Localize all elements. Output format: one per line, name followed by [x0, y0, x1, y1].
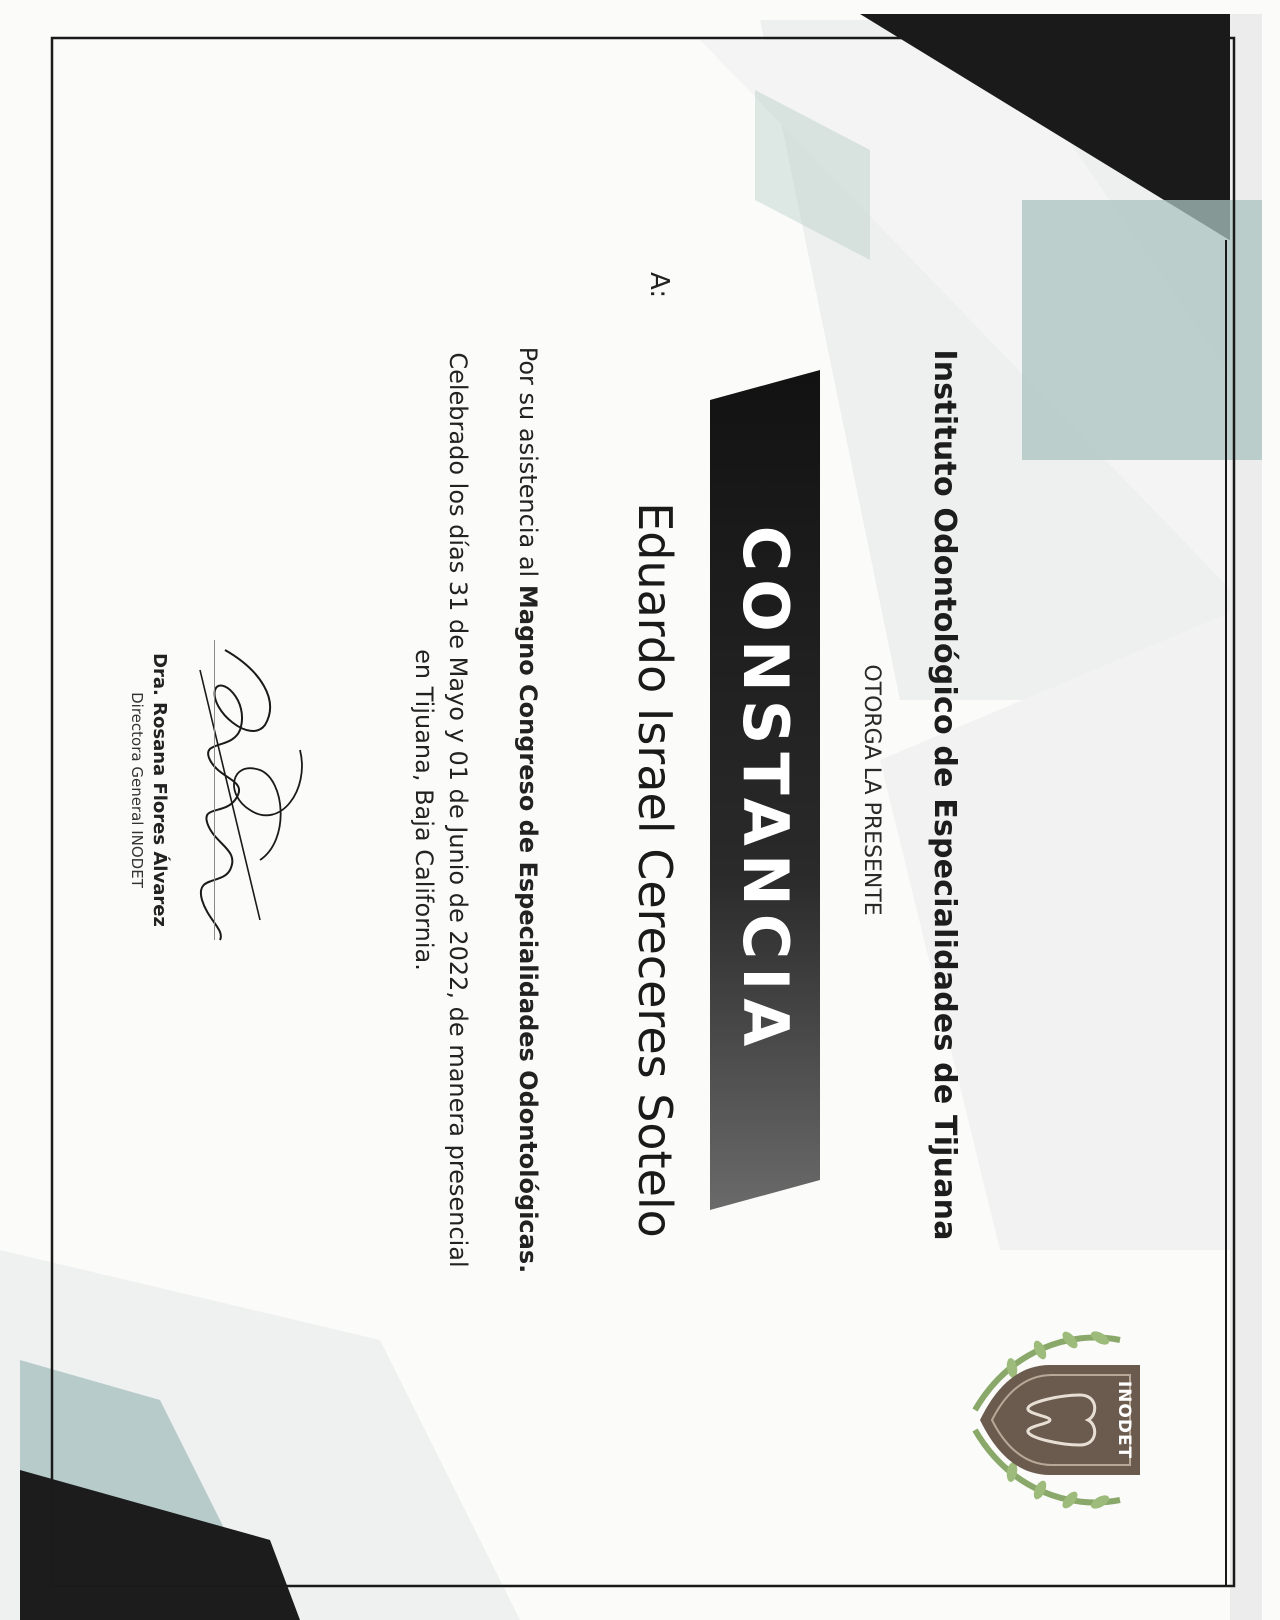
- attendance-line: [514, 160, 542, 1460]
- signer-name: Dra. Rosana Flores Álvarez: [149, 653, 170, 927]
- event-name: Magno Congreso de Especialidades Odontológicas.: [514, 584, 542, 1274]
- logo-text: INODET: [1114, 1380, 1134, 1460]
- event-location-line: en Tijuana, Baja California.: [410, 649, 438, 971]
- institute-name: Instituto Odontológico de Especialidades de Tijuana: [927, 349, 962, 1241]
- recipient-label: A:: [644, 272, 674, 299]
- signer-role: Directora General INODET: [128, 692, 146, 888]
- signature-line: [214, 640, 215, 940]
- handwritten-signature: [170, 630, 320, 950]
- recipient-name: Eduardo Israel Cereceres Sotelo: [628, 502, 682, 1238]
- attendance-prefix: Por su asistencia al: [514, 346, 542, 585]
- event-dates-line: Celebrado los días 31 de Mayo y 01 de Junio de 2022, de manera presencial: [444, 352, 472, 1268]
- document-title: CONSTANCIA: [729, 525, 802, 1055]
- grant-statement: OTORGA LA PRESENTE: [859, 664, 884, 916]
